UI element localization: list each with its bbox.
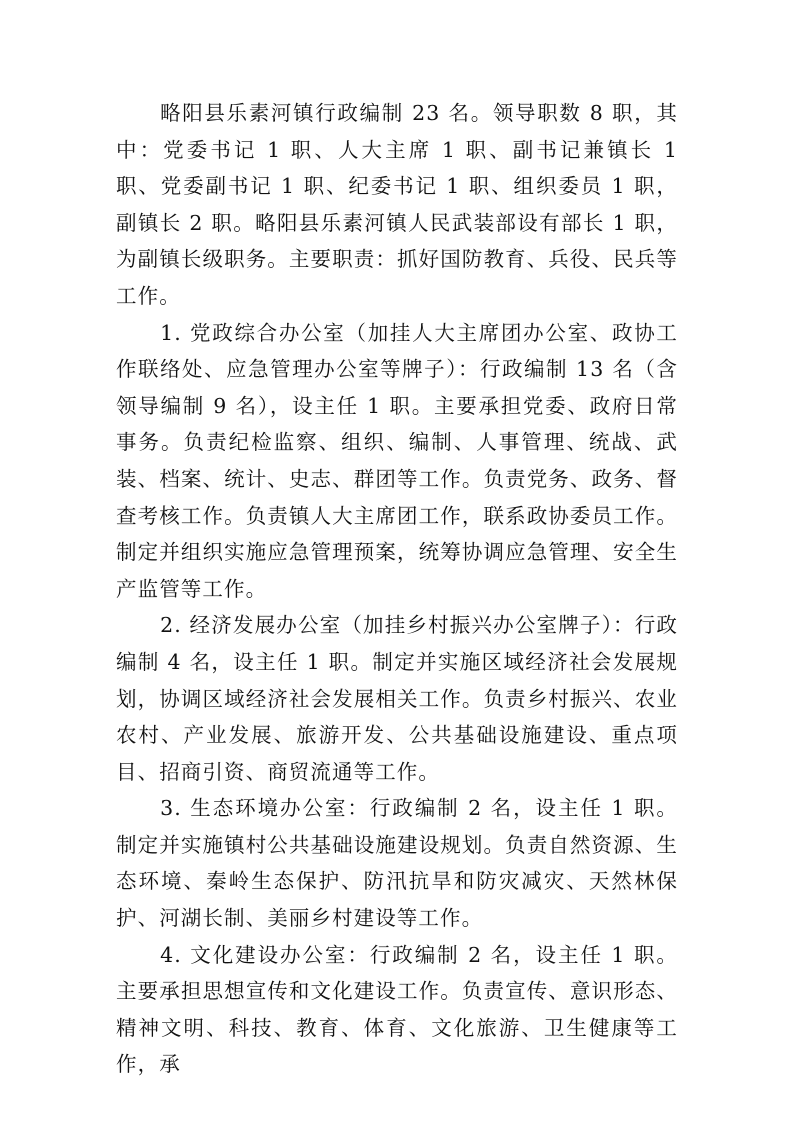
- document-body: [116, 95, 678, 1083]
- paragraph-party-office: 1. 党政综合办公室（加挂人大主席团办公室、政协工作联络处、应急管理办公室等牌子）：行政编制 13 名（含领导编制 9 名），设主任 1 职。主要承担党委、政府日常事务。负责纪检监察、组织、编制、人事管理、统战、武装、档案、统计、史志、群团等工作。负责党务、政务、督查考核工作。负责镇人大主席团工作，联系政协委员工作。制定并组织实施应急管理预案，统筹协调应急管理、安全生产监管等工作。: [116, 320, 678, 601]
- paragraph-township-staffing: 略阳县乐素河镇行政编制 23 名。领导职数 8 职，其中：党委书记 1 职、人大主席 1 职、副书记兼镇长 1 职、党委副书记 1 职、纪委书记 1 职、组织委员 1 职，副镇长 2 职。略阳县乐素河镇人民武装部设有部长 1 职，为副镇长级职务。主要职责：抓好国防教育、兵役、民兵等工作。: [116, 101, 678, 308]
- paragraph-culture-office: 4. 文化建设办公室：行政编制 2 名，设主任 1 职。主要承担思想宣传和文化建设工作。负责宣传、意识形态、精神文明、科技、教育、体育、文化旅游、卫生健康等工作，承: [116, 942, 678, 1077]
- paragraph-ecology-office: 3. 生态环境办公室：行政编制 2 名，设主任 1 职。制定并实施镇村公共基础设施建设规划。负责自然资源、生态环境、秦岭生态保护、防汛抗旱和防灾减灾、天然林保护、河湖长制、美丽乡村建设等工作。: [116, 796, 678, 931]
- paragraph-economic-office: 2. 经济发展办公室（加挂乡村振兴办公室牌子）：行政编制 4 名，设主任 1 职。制定并实施区域经济社会发展规划，协调区域经济社会发展相关工作。负责乡村振兴、农业农村、产业发展、旅游开发、公共基础设施建设、重点项目、招商引资、商贸流通等工作。: [116, 613, 678, 784]
